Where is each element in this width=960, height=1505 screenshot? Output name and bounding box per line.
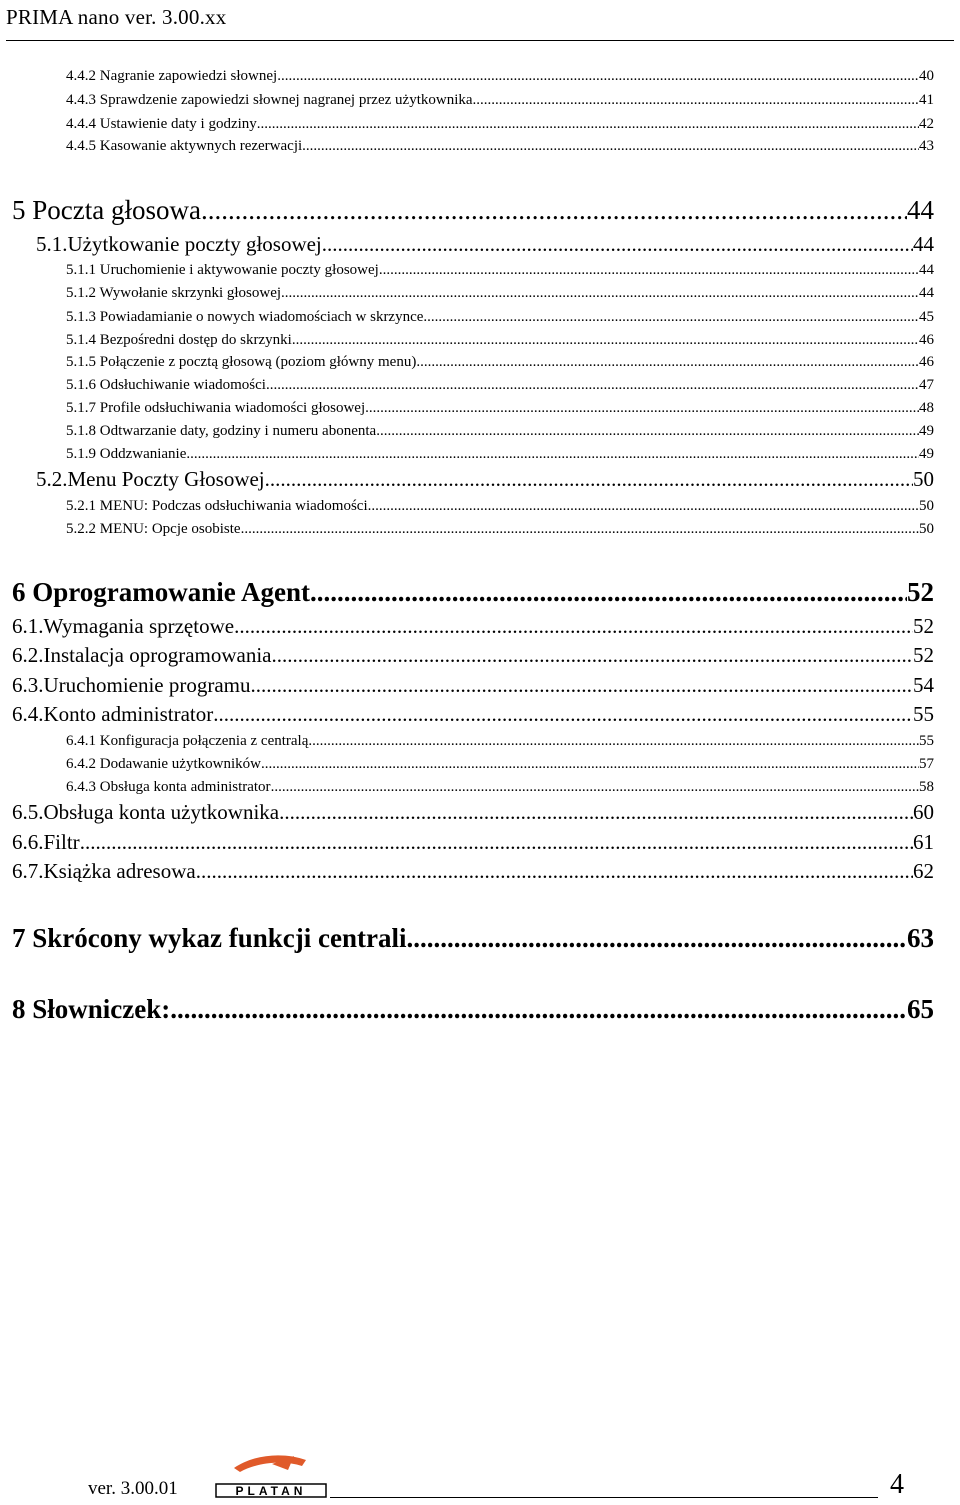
toc-section-entry[interactable] xyxy=(36,232,934,257)
toc-entry[interactable] xyxy=(66,733,934,750)
toc-leader-dots xyxy=(365,400,919,417)
toc-entry[interactable] xyxy=(66,68,934,85)
toc-entry-page: 46 xyxy=(919,354,934,370)
toc-entry-page: 62 xyxy=(913,859,934,883)
toc-entry-title: 5.2.1 MENU: Podczas odsłuchiwania wiadomości xyxy=(66,498,368,514)
toc-entry[interactable] xyxy=(66,779,934,796)
toc-entry[interactable] xyxy=(66,309,934,326)
toc-entry-title: 4.4.5 Kasowanie aktywnych rezerwacji xyxy=(66,138,303,154)
toc-leader-dots xyxy=(213,702,913,727)
toc-entry-page: 57 xyxy=(919,756,934,772)
toc-entry-page: 45 xyxy=(919,309,934,325)
toc-leader-dots xyxy=(266,377,919,394)
toc-entry-title: 5.1.6 Odsłuchiwanie wiadomości xyxy=(66,377,266,393)
toc-leader-dots xyxy=(279,800,913,825)
toc-entry[interactable] xyxy=(66,262,934,279)
toc-entry[interactable] xyxy=(66,138,934,155)
toc-leader-dots xyxy=(302,138,919,155)
footer-version: ver. 3.00.01 xyxy=(88,1478,178,1499)
toc-entry-page: 65 xyxy=(907,994,934,1024)
toc-entry-page: 54 xyxy=(913,673,934,697)
toc-entry-title: 5.1.2 Wywołanie skrzynki głosowej xyxy=(66,285,282,301)
header-divider xyxy=(6,40,954,41)
toc-entry-page: 47 xyxy=(919,377,934,393)
toc-leader-dots xyxy=(271,779,919,796)
toc-entry-title: 5.2.Menu Poczty Głosowej xyxy=(36,467,265,491)
toc-leader-dots xyxy=(80,830,913,855)
toc-entry-page: 44 xyxy=(919,285,934,301)
toc-entry[interactable] xyxy=(66,354,934,371)
toc-leader-dots xyxy=(201,195,907,226)
toc-entry-page: 55 xyxy=(919,733,934,749)
toc-entry-title: 6.2.Instalacja oprogramowania xyxy=(12,643,272,667)
toc-entry-title: 6.4.2 Dodawanie użytkowników xyxy=(66,756,261,772)
toc-section-entry[interactable] xyxy=(12,673,934,698)
toc-entry-page: 46 xyxy=(919,332,934,348)
toc-entry-page: 52 xyxy=(907,577,934,607)
toc-entry-title: 6.3.Uruchomienie programu xyxy=(12,673,251,697)
toc-leader-dots xyxy=(261,756,919,773)
toc-entry-title: 7 Skrócony wykaz funkcji centrali xyxy=(12,923,407,953)
toc-entry-page: 44 xyxy=(913,232,934,256)
toc-leader-dots xyxy=(368,498,919,515)
toc-entry-title: 6.6.Filtr xyxy=(12,830,80,854)
toc-entry-title: 5.1.1 Uruchomienie i aktywowanie poczty głosowej xyxy=(66,262,379,278)
toc-entry-title: 5.2.2 MENU: Opcje osobiste xyxy=(66,521,241,537)
toc-chapter-entry[interactable] xyxy=(12,923,934,954)
toc-leader-dots xyxy=(251,673,913,698)
toc-entry-page: 52 xyxy=(913,643,934,667)
toc-entry-page: 40 xyxy=(919,68,934,84)
toc-entry-page: 52 xyxy=(913,614,934,638)
toc-section-entry[interactable] xyxy=(12,800,934,825)
toc-leader-dots xyxy=(241,521,919,538)
toc-entry-title: 6.7.Książka adresowa xyxy=(12,859,196,883)
toc-leader-dots xyxy=(272,643,914,668)
toc-entry-title: 6 Oprogramowanie Agent xyxy=(12,577,310,607)
toc-entry-title: 5.1.7 Profile odsłuchiwania wiadomości głosowej xyxy=(66,400,366,416)
toc-entry-title: 5.1.Użytkowanie poczty głosowej xyxy=(36,232,322,256)
toc-leader-dots xyxy=(473,92,919,109)
document-header-title: PRIMA nano ver. 3.00.xx xyxy=(6,5,227,29)
svg-text:PLATAN: PLATAN xyxy=(235,1484,307,1498)
toc-entry-page: 60 xyxy=(913,800,934,824)
toc-leader-dots xyxy=(257,116,919,133)
toc-entry-title: 6.4.3 Obsługa konta administrator xyxy=(66,779,271,795)
toc-entry-page: 44 xyxy=(907,195,934,225)
toc-leader-dots xyxy=(379,262,919,279)
toc-entry-title: 8 Słowniczek: xyxy=(12,994,171,1024)
toc-entry[interactable] xyxy=(66,285,934,302)
toc-chapter-entry[interactable] xyxy=(12,195,934,226)
toc-entry-title: 5.1.4 Bezpośredni dostęp do skrzynki xyxy=(66,332,292,348)
toc-leader-dots xyxy=(416,354,919,371)
toc-entry[interactable] xyxy=(66,756,934,773)
toc-entry-title: 6.1.Wymagania sprzętowe xyxy=(12,614,235,638)
toc-section-entry[interactable] xyxy=(12,859,934,884)
toc-entry-page: 49 xyxy=(919,423,934,439)
toc-section-entry[interactable] xyxy=(12,702,934,727)
toc-section-entry[interactable] xyxy=(36,467,934,492)
toc-entry-title: 5.1.9 Oddzwanianie xyxy=(66,446,187,462)
toc-entry-title: 6.4.1 Konfiguracja połączenia z centralą xyxy=(66,733,309,749)
toc-entry-title: 5.1.3 Powiadamianie o nowych wiadomościach w skrzynce xyxy=(66,309,424,325)
toc-entry-page: 49 xyxy=(919,446,934,462)
toc-entry-page: 44 xyxy=(919,262,934,278)
toc-leader-dots xyxy=(186,446,919,463)
toc-entry-page: 50 xyxy=(919,521,934,537)
toc-entry[interactable] xyxy=(66,377,934,394)
toc-entry[interactable] xyxy=(66,521,934,538)
toc-entry[interactable] xyxy=(66,332,934,349)
page-number: 4 xyxy=(890,1469,904,1500)
toc-entry[interactable] xyxy=(66,446,934,463)
toc-leader-dots xyxy=(292,332,919,349)
toc-entry[interactable] xyxy=(66,400,934,417)
toc-entry-title: 6.4.Konto administrator xyxy=(12,702,214,726)
toc-entry-page: 50 xyxy=(913,467,934,491)
platan-logo xyxy=(214,1450,328,1505)
toc-chapter-entry[interactable] xyxy=(12,994,934,1025)
toc-entry-title: 4.4.3 Sprawdzenie zapowiedzi słownej nagranej przez użytkownika xyxy=(66,92,473,108)
toc-entry-title: 5 Poczta głosowa xyxy=(12,195,201,225)
toc-chapter-entry[interactable] xyxy=(12,577,934,608)
toc-entry-title: 4.4.4 Ustawienie daty i godziny xyxy=(66,116,257,132)
toc-leader-dots xyxy=(322,232,913,257)
toc-entry[interactable] xyxy=(66,498,934,515)
toc-entry-page: 42 xyxy=(919,116,934,132)
toc-leader-dots xyxy=(281,285,919,302)
toc-entry[interactable] xyxy=(66,423,934,440)
toc-leader-dots xyxy=(423,309,919,326)
toc-entry-page: 50 xyxy=(919,498,934,514)
toc-entry-title: 4.4.2 Nagranie zapowiedzi słownej xyxy=(66,68,278,84)
toc-section-entry[interactable] xyxy=(12,614,934,639)
toc-leader-dots xyxy=(196,859,913,884)
toc-entry-title: 6.5.Obsługa konta użytkownika xyxy=(12,800,280,824)
toc-entry-title: 5.1.5 Połączenie z pocztą głosową (poziom główny menu) xyxy=(66,354,417,370)
toc-entry-page: 48 xyxy=(919,400,934,416)
toc-entry-page: 61 xyxy=(913,830,934,854)
toc-leader-dots xyxy=(407,923,908,954)
toc-entry-page: 55 xyxy=(913,702,934,726)
toc-leader-dots xyxy=(234,614,913,639)
toc-leader-dots xyxy=(277,68,919,85)
toc-entry-page: 58 xyxy=(919,779,934,795)
toc-entry[interactable] xyxy=(66,116,934,133)
toc-entry-page: 43 xyxy=(919,138,934,154)
toc-leader-dots xyxy=(310,577,907,608)
toc-leader-dots xyxy=(376,423,919,440)
toc-section-entry[interactable] xyxy=(12,643,934,668)
footer-rule xyxy=(330,1497,878,1498)
toc-leader-dots xyxy=(308,733,919,750)
toc-entry-page: 63 xyxy=(907,923,934,953)
toc-entry-page: 41 xyxy=(919,92,934,108)
toc-leader-dots xyxy=(265,467,913,492)
toc-leader-dots xyxy=(170,994,907,1025)
toc-entry-title: 5.1.8 Odtwarzanie daty, godziny i numeru abonenta xyxy=(66,423,377,439)
toc-entry[interactable] xyxy=(66,92,934,109)
toc-section-entry[interactable] xyxy=(12,830,934,855)
